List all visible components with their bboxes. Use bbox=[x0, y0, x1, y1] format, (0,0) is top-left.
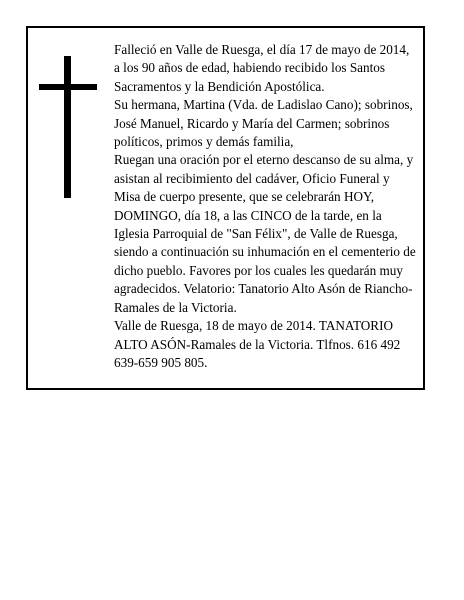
cross-icon bbox=[39, 56, 97, 198]
family-paragraph: Su hermana, Martina (Vda. de Ladislao Cano); sobrinos, José Manuel, Ricardo y María del Carmen; sobrinos políticos, primos y demás familia, bbox=[114, 97, 413, 150]
death-announcement-paragraph: Falleció en Valle de Ruesga, el día 17 de mayo de 2014, a los 90 años de edad, habiendo recibido los Santos Sacramentos y la Bendición Apostólica. bbox=[114, 42, 410, 94]
cross-horizontal-bar bbox=[39, 84, 97, 90]
date-contact-paragraph: Valle de Ruesga, 18 de mayo de 2014. TANATORIO ALTO ASÓN-Ramales de la Victoria. Tlfnos. 616 492 639-659 905 805. bbox=[114, 318, 401, 370]
funeral-details-paragraph: Ruegan una oración por el eterno descanso de su alma, y asistan al recibimiento del cadáver, Oficio Funeral y Misa de cuerpo presente, que se celebrarán HOY, DOMINGO, día 18, a las CINCO de la tarde, en la Iglesia Parroquial de "San Félix", de Valle de Ruesga, siendo a continuación su inhumación en el cementerio de dicho pueblo. Favores por los cuales les quedarán muy agradecidos. Velatorio: Tanatorio Alto Asón de Riancho-Ramales de la Victoria. bbox=[114, 152, 416, 315]
cross-vertical-bar bbox=[64, 56, 71, 198]
obituary-text bbox=[114, 41, 418, 372]
obituary-notice-frame bbox=[26, 26, 425, 390]
